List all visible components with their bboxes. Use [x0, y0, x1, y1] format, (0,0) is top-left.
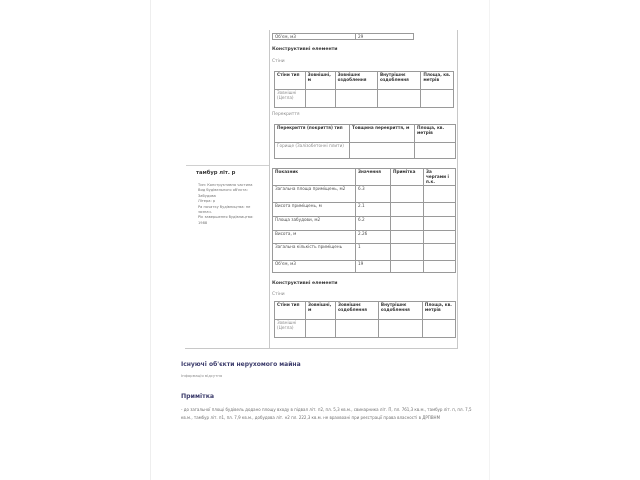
table-row [273, 231, 456, 244]
walls2-cell [306, 320, 336, 338]
table-row [273, 203, 456, 217]
param-indicator: Загальна кількість приміщень [273, 244, 356, 261]
walls-cell [305, 90, 335, 108]
param-queues [424, 203, 456, 217]
param-queues [424, 244, 456, 261]
table-row [273, 244, 456, 261]
walls2-cell [378, 320, 422, 338]
note-text: - до загальної площі будівель додано площу входу в підвал літ. п2, пл. 5,3 кв.м., свинарника літ. П, пл. 761,3 кв.м., тамбур літ. п, пл. 7,5 кв.м., тамбур літ. п1, пл. 7,9 кв.м., добудова літ. н2 пл. 222,3 кв.м. не врахвоані при реєстрації права власності в ДРПВНМ [181, 407, 472, 420]
walls2-header-outer-finish: Зовнішнє оздоблення [336, 302, 379, 320]
existing-objects-info: Інформація відсутня [181, 373, 223, 378]
walls-table [274, 71, 454, 108]
object-info-line: Рік завершення будівництва: [198, 215, 254, 220]
param-value: 2.26 [356, 231, 391, 244]
walls2-cell [336, 320, 379, 338]
floors-header-type: Перекриття (покриття) тип [275, 125, 350, 143]
existing-objects-heading: Існуючі об'єкти нерухомого майна [181, 361, 301, 368]
param-indicator: Висота, м [273, 231, 356, 244]
param-value: 1 [356, 244, 391, 261]
walls-label: Стіни [272, 59, 285, 64]
param-note [391, 203, 424, 217]
param-header-indicator: Показник [273, 169, 356, 186]
walls-table-2 [274, 301, 456, 338]
volume-value: 29 [356, 34, 414, 40]
param-note [391, 244, 424, 261]
object-info-line: Літера: р [198, 199, 216, 204]
param-indicator: Загальна площа приміщень, м2 [273, 186, 356, 203]
walls-cell [335, 90, 377, 108]
walls2-cell-type: Зовнішні (Цегла) [275, 320, 306, 338]
table-row [275, 90, 454, 108]
parameters-table-header [273, 169, 456, 186]
param-note [391, 261, 424, 273]
table-row [273, 186, 456, 203]
object-info-line: Вид будівельного об'єкта: [198, 188, 248, 193]
param-indicator: Площа забудови, м2 [273, 217, 356, 231]
table-row [273, 217, 456, 231]
floors-header-thickness: Товщина перекриття, м [350, 125, 415, 143]
column-divider [269, 30, 270, 348]
param-indicator: Висота приміщень, м [273, 203, 356, 217]
walls2-header-inner-finish: Внутрішнє оздоблення [378, 302, 422, 320]
structural-elements-title-2: Конструктивні елементи [272, 281, 338, 286]
floors-label: Перекриття [272, 112, 300, 117]
param-value: 2.1 [356, 203, 391, 217]
walls-header-type: Стіни тип [275, 72, 306, 90]
walls-header-thickness: Зовнішні, м [305, 72, 335, 90]
walls-header-area: Площа, кв. метрів [421, 72, 454, 90]
floors-table-header [275, 125, 456, 143]
walls2-header-area: Площа, кв. метрів [422, 302, 455, 320]
walls2-header-type: Стіни тип [275, 302, 306, 320]
object-info-line: Тип: Конструктивна частина [198, 183, 253, 187]
top-volume-table [272, 33, 414, 40]
param-note [391, 217, 424, 231]
param-header-value: Значення [356, 169, 391, 186]
walls-table-2-header [275, 302, 456, 320]
table-row [273, 261, 456, 273]
walls-table-header [275, 72, 454, 90]
object-info-line: Ра початку будівництва: не [198, 204, 251, 209]
walls-cell [421, 90, 454, 108]
object-info-line: зазнач. [198, 210, 212, 215]
left-column-separator [186, 165, 269, 166]
param-header-note: Примітка [391, 169, 424, 186]
walls-cell-type: Зовнішні (Цегла) [275, 90, 306, 108]
param-value: 6.3 [356, 186, 391, 203]
param-queues [424, 217, 456, 231]
param-value: 6.2 [356, 217, 391, 231]
table-row [275, 320, 456, 338]
param-indicator: Об'єм, м3 [273, 261, 356, 273]
volume-label: Об'єм, м3 [273, 34, 356, 40]
table-row [275, 143, 456, 159]
object-info [198, 183, 268, 226]
param-value: 19 [356, 261, 391, 273]
object-title: тамбур літ. р [196, 170, 236, 176]
floors-cell-type: Горище (Залізобетонні плити) [275, 143, 350, 159]
param-header-queues: За чергами і п.к. [424, 169, 456, 186]
walls-header-inner-finish: Внутрішнє оздоблення [377, 72, 420, 90]
param-queues [424, 186, 456, 203]
param-queues [424, 261, 456, 273]
walls-cell [377, 90, 420, 108]
floors-cell [350, 143, 415, 159]
structural-elements-title: Конструктивні елементи [272, 47, 338, 52]
walls2-header-thickness: Зовнішні, м [306, 302, 336, 320]
object-info-line: Забудова [198, 193, 216, 198]
object-info-line: 1988 [198, 220, 208, 225]
floors-table [274, 124, 456, 159]
floors-header-area: Площа, кв. метрів [415, 125, 456, 143]
floors-cell [415, 143, 456, 159]
param-queues [424, 231, 456, 244]
note-title: Примітка [181, 393, 215, 400]
parameters-table [272, 168, 456, 273]
walls-header-outer-finish: Зовнішнє оздоблення [335, 72, 377, 90]
param-note [391, 231, 424, 244]
walls-label-2: Стіни [272, 292, 285, 297]
walls2-cell [422, 320, 455, 338]
param-note [391, 186, 424, 203]
